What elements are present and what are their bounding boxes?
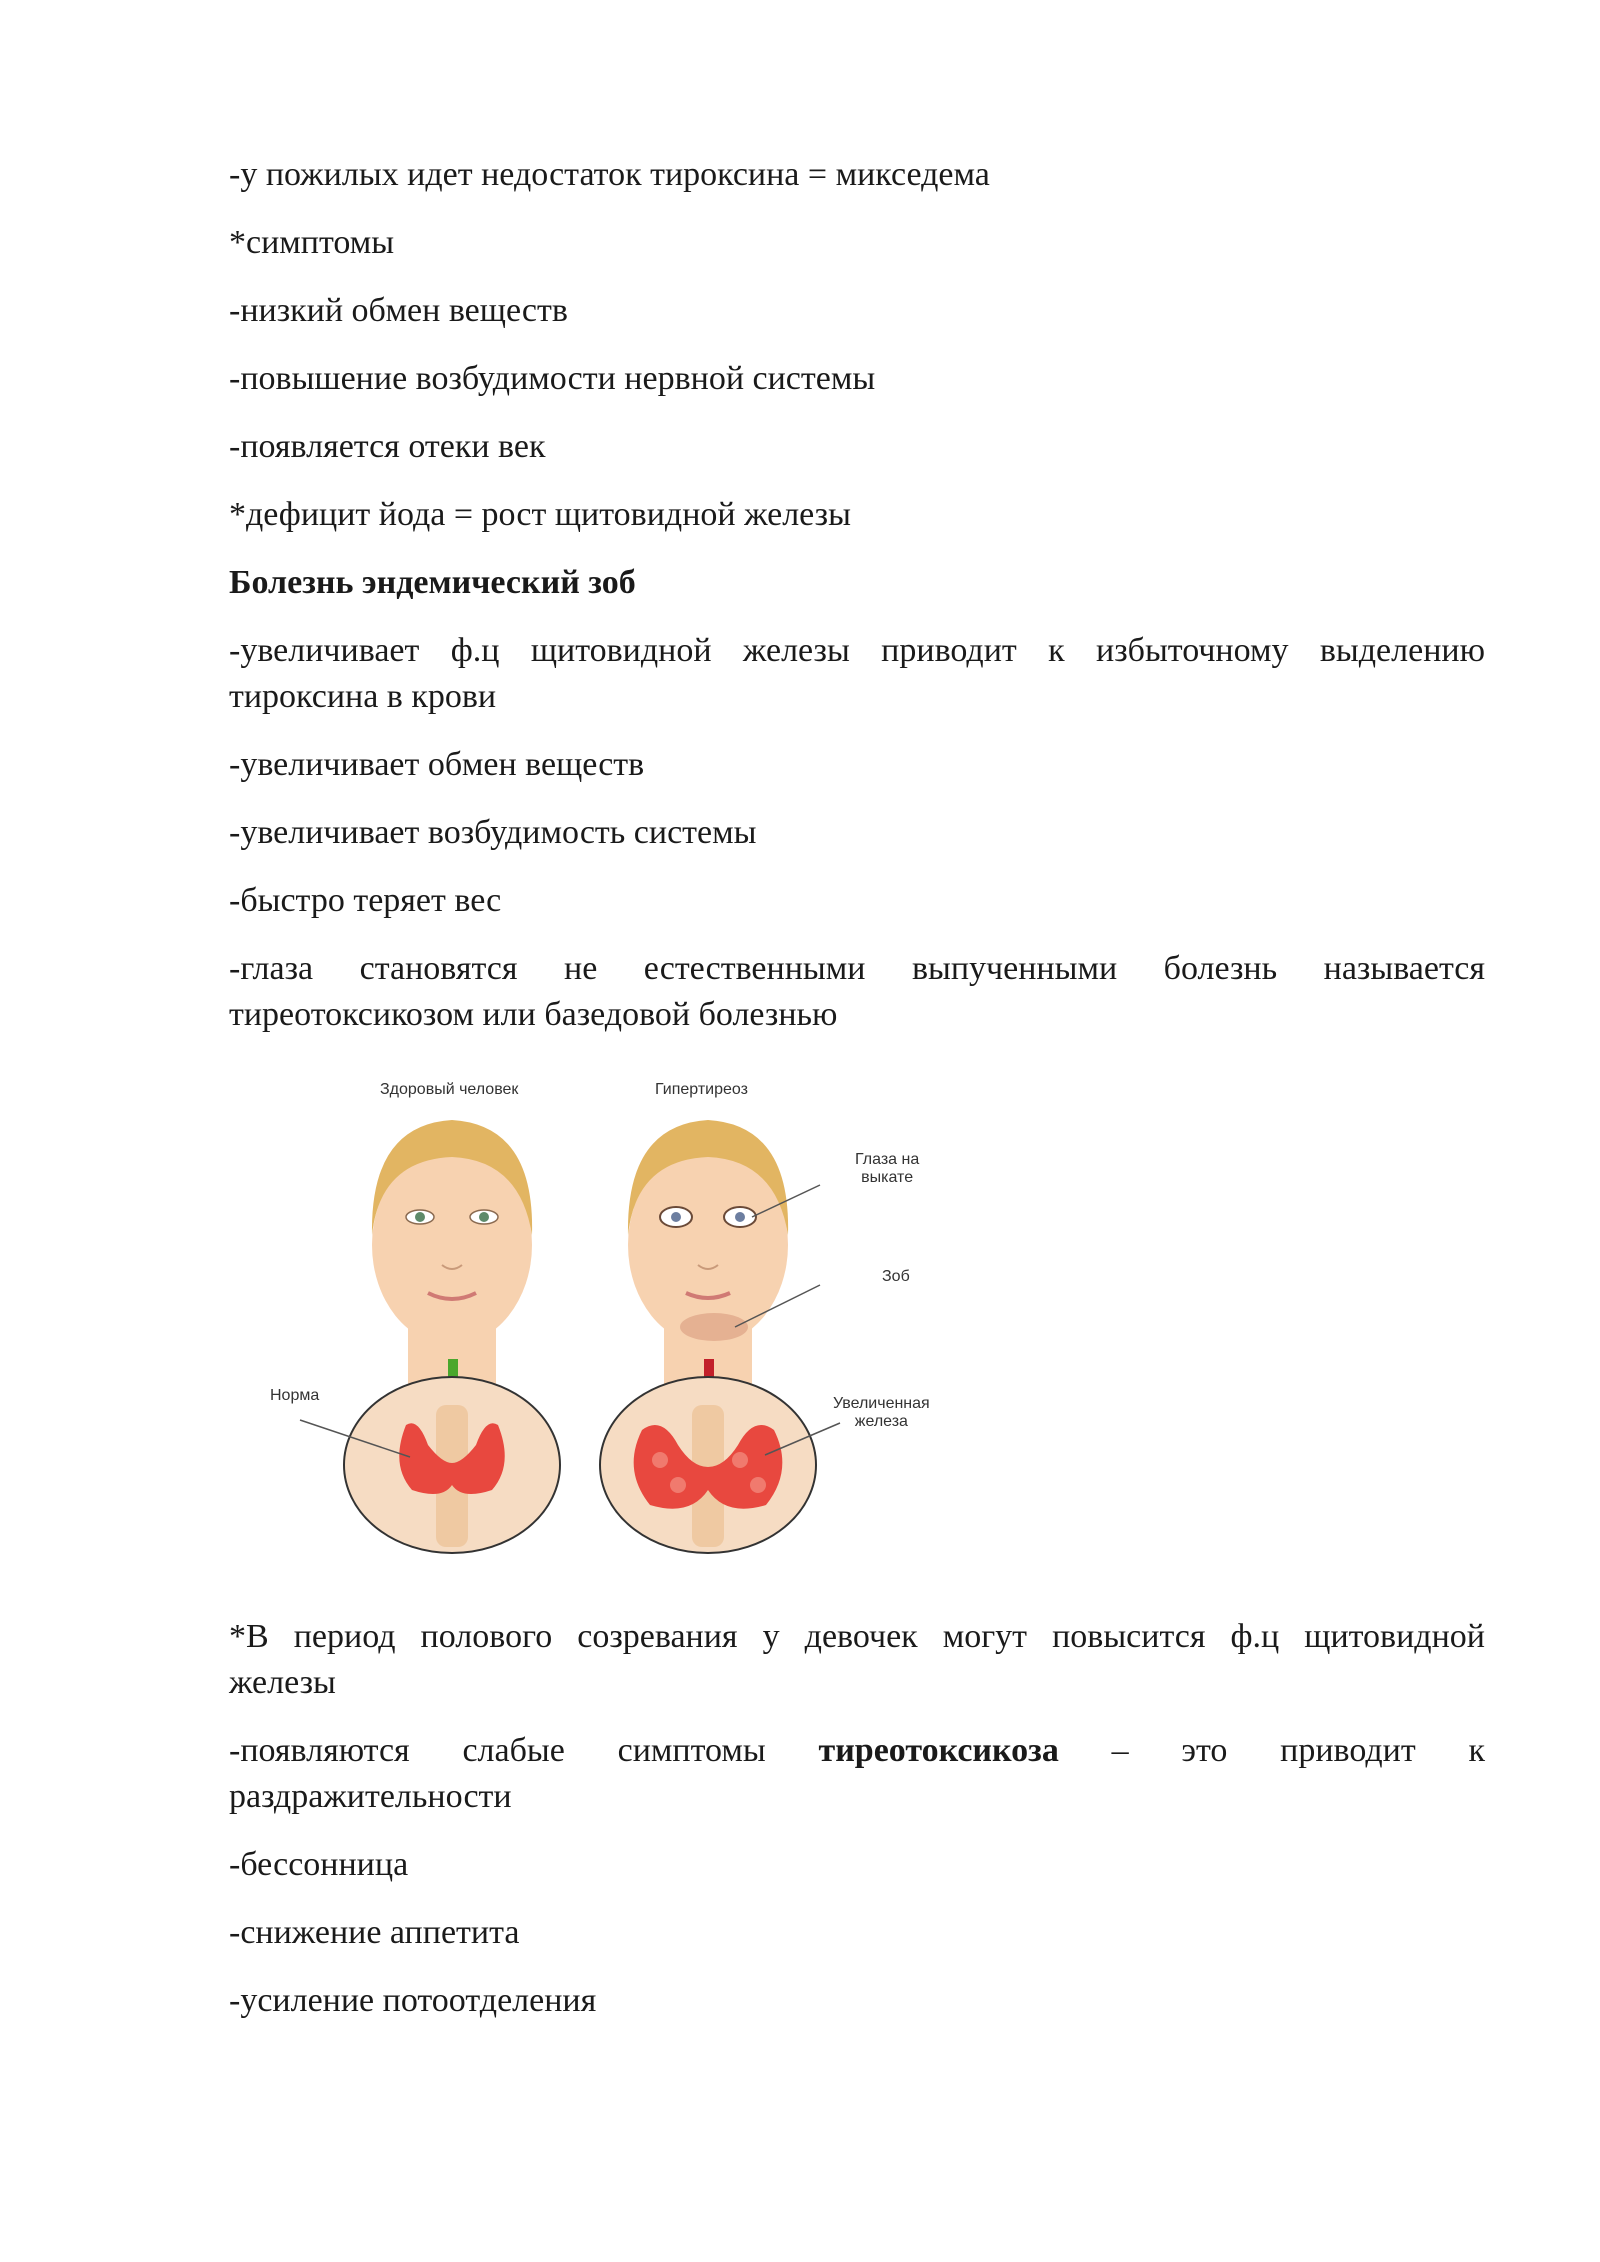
paragraph: -у пожилых идет недостаток тироксина = микседема [229,156,990,193]
paragraph: тироксина в крови [229,678,497,715]
paragraph: железы [229,1664,336,1701]
paragraph: *дефицит йода = рост щитовидной железы [229,496,851,533]
healthy-face-illustration [372,1120,532,1395]
paragraph: -бессонница [229,1846,409,1883]
paragraph: -увеличивает возбудимость системы [229,814,757,851]
paragraph: -быстро теряет вес [229,882,502,919]
paragraph: -низкий обмен веществ [229,292,568,329]
paragraph: -снижение аппетита [229,1914,520,1951]
enlarged-gland-illustration [600,1377,840,1553]
label-healthy: Здоровый человек [380,1081,519,1098]
paragraph: *В период полового созревания у девочек могут повысится ф.ц щитовидной [229,1618,1485,1655]
paragraph: -усиление потоотделения [229,1982,597,2019]
label-enlarged-gland: Увеличенная железа [833,1395,930,1431]
paragraph: -появляется отеки век [229,428,546,465]
paragraph-mixed: -появляются слабые симптомы тиреотоксикоза – это приводит к [229,1732,1486,1769]
term-thyrotoxicosis: тиреотоксикоза [818,1732,1059,1769]
paragraph: тиреотоксикозом или базедовой болезнью [229,996,838,1033]
paragraph: -глаза становятся не естественными выпученными болезнь называется [229,950,1485,987]
paragraph: раздражительности [229,1778,512,1815]
label-bulging-eyes: Глаза на выкате [855,1151,920,1187]
paragraph: -увеличивает обмен веществ [229,746,645,783]
paragraph: -повышение возбудимости нервной системы [229,360,876,397]
section-heading: Болезнь эндемический зоб [229,564,636,601]
thyroid-illustration [230,1065,990,1565]
paragraph: -увеличивает ф.ц щитовидной железы приводит к избыточному выделению [229,632,1485,669]
thyroid-illustration-svg [230,1065,990,1565]
hyperthyroid-face-illustration [628,1120,820,1395]
label-hyperthyroidism: Гипертиреоз [655,1081,748,1098]
normal-gland-illustration [300,1377,560,1553]
label-norm: Норма [270,1387,320,1404]
label-goiter: Зоб [882,1268,910,1285]
paragraph: *симптомы [229,224,395,261]
